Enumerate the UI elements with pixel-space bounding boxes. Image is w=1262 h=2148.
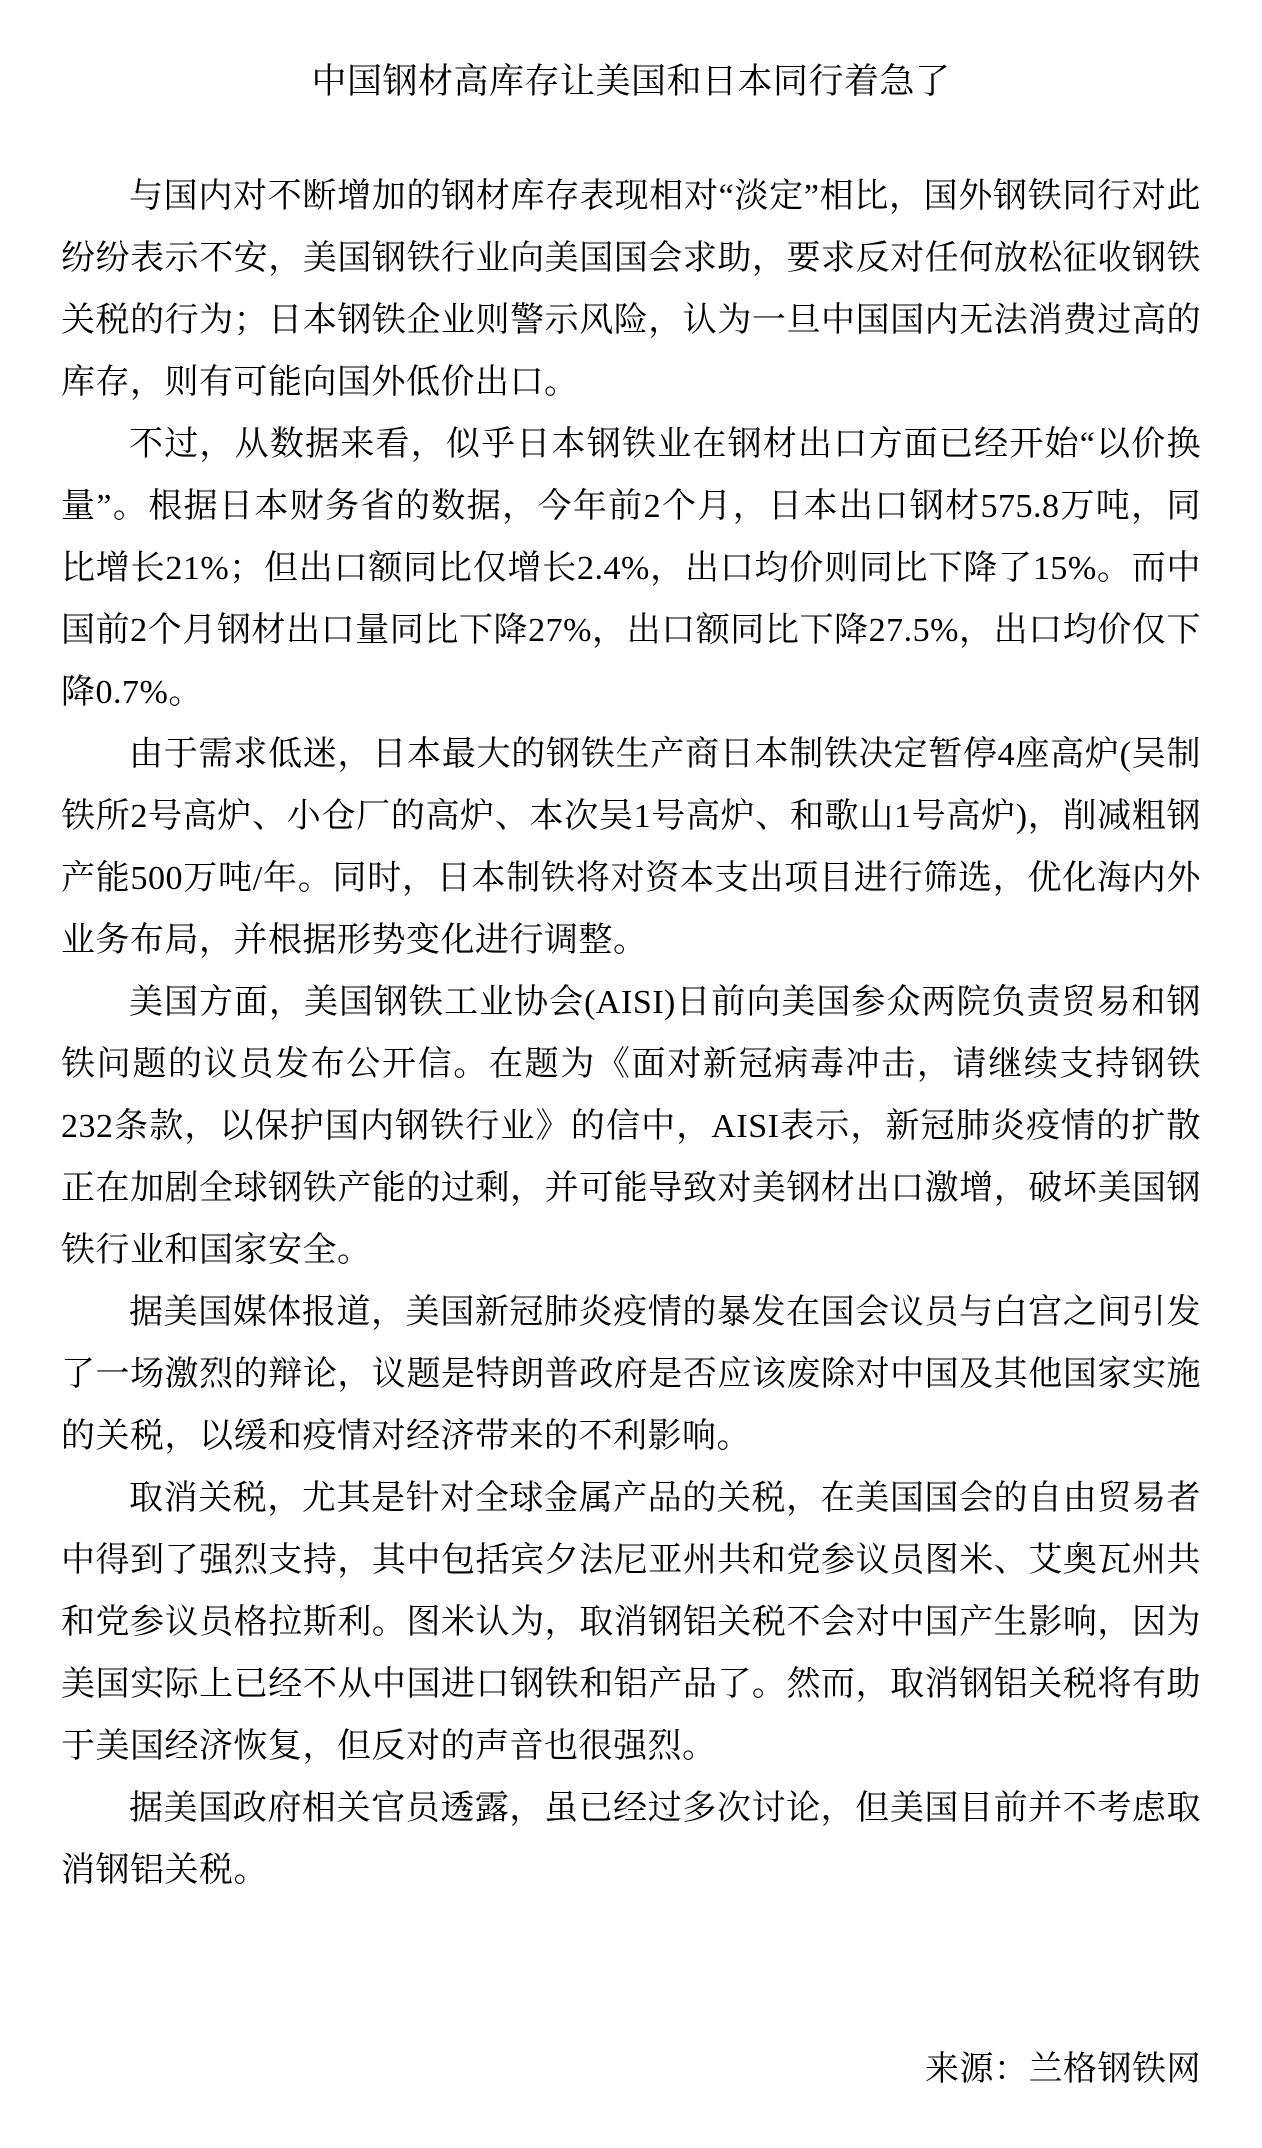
source-attribution: 来源：兰格钢铁网 [925,2051,1201,2088]
article-body [61,166,1201,1902]
paragraph: 据美国政府相关官员透露，虽已经过多次讨论，但美国目前并不考虑取消钢铝关税。 [61,1790,1201,1889]
paragraph: 与国内对不断增加的钢材库存表现相对“淡定”相比，国外钢铁同行对此纷纷表示不安，美国钢铁行业向美国国会求助，要求反对任何放松征收钢铁关税的行为；日本钢铁企业则警示风险，认为一旦中国国内无法消费过高的库存，则有可能向国外低价出口。 [61,178,1201,401]
paragraph: 取消关税，尤其是针对全球金属产品的关税，在美国国会的自由贸易者中得到了强烈支持，其中包括宾夕法尼亚州共和党参议员图米、艾奥瓦州共和党参议员格拉斯利。图米认为，取消钢铝关税不会对中国产生影响，因为美国实际上已经不从中国进口钢铁和铝产品了。然而，取消钢铝关税将有助于美国经济恢复，但反对的声音也很强烈。 [61,1480,1201,1765]
paragraph: 不过，从数据来看，似乎日本钢铁业在钢材出口方面已经开始“以价换量”。根据日本财务省的数据，今年前2个月，日本出口钢材575.8万吨，同比增长21%；但出口额同比仅增长2.4%，出口均价则同比下降了15%。而中国前2个月钢材出口量同比下降27%，出口额同比下降27.5%，出口均价仅下降0.7%。 [61,426,1201,711]
paragraph: 据美国媒体报道，美国新冠肺炎疫情的暴发在国会议员与白宫之间引发了一场激烈的辩论，议题是特朗普政府是否应该废除对中国及其他国家实施的关税，以缓和疫情对经济带来的不利影响。 [61,1294,1201,1455]
page-title: 中国钢材高库存让美国和日本同行着急了 [311,62,951,101]
paragraph: 由于需求低迷，日本最大的钢铁生产商日本制铁决定暂停4座高炉(吴制铁所2号高炉、小仓厂的高炉、本次吴1号高炉、和歌山1号高炉)，削减粗钢产能500万吨/年。同时，日本制铁将对资本支出项目进行筛选，优化海内外业务布局，并根据形势变化进行调整。 [61,736,1201,959]
paragraph: 美国方面，美国钢铁工业协会(AISI)日前向美国参众两院负责贸易和钢铁问题的议员发布公开信。在题为《面对新冠病毒冲击，请继续支持钢铁232条款，以保护国内钢铁行业》的信中，AISI表示，新冠肺炎疫情的扩散正在加剧全球钢铁产能的过剩，并可能导致对美钢材出口激增，破坏美国钢铁行业和国家安全。 [61,984,1201,1269]
